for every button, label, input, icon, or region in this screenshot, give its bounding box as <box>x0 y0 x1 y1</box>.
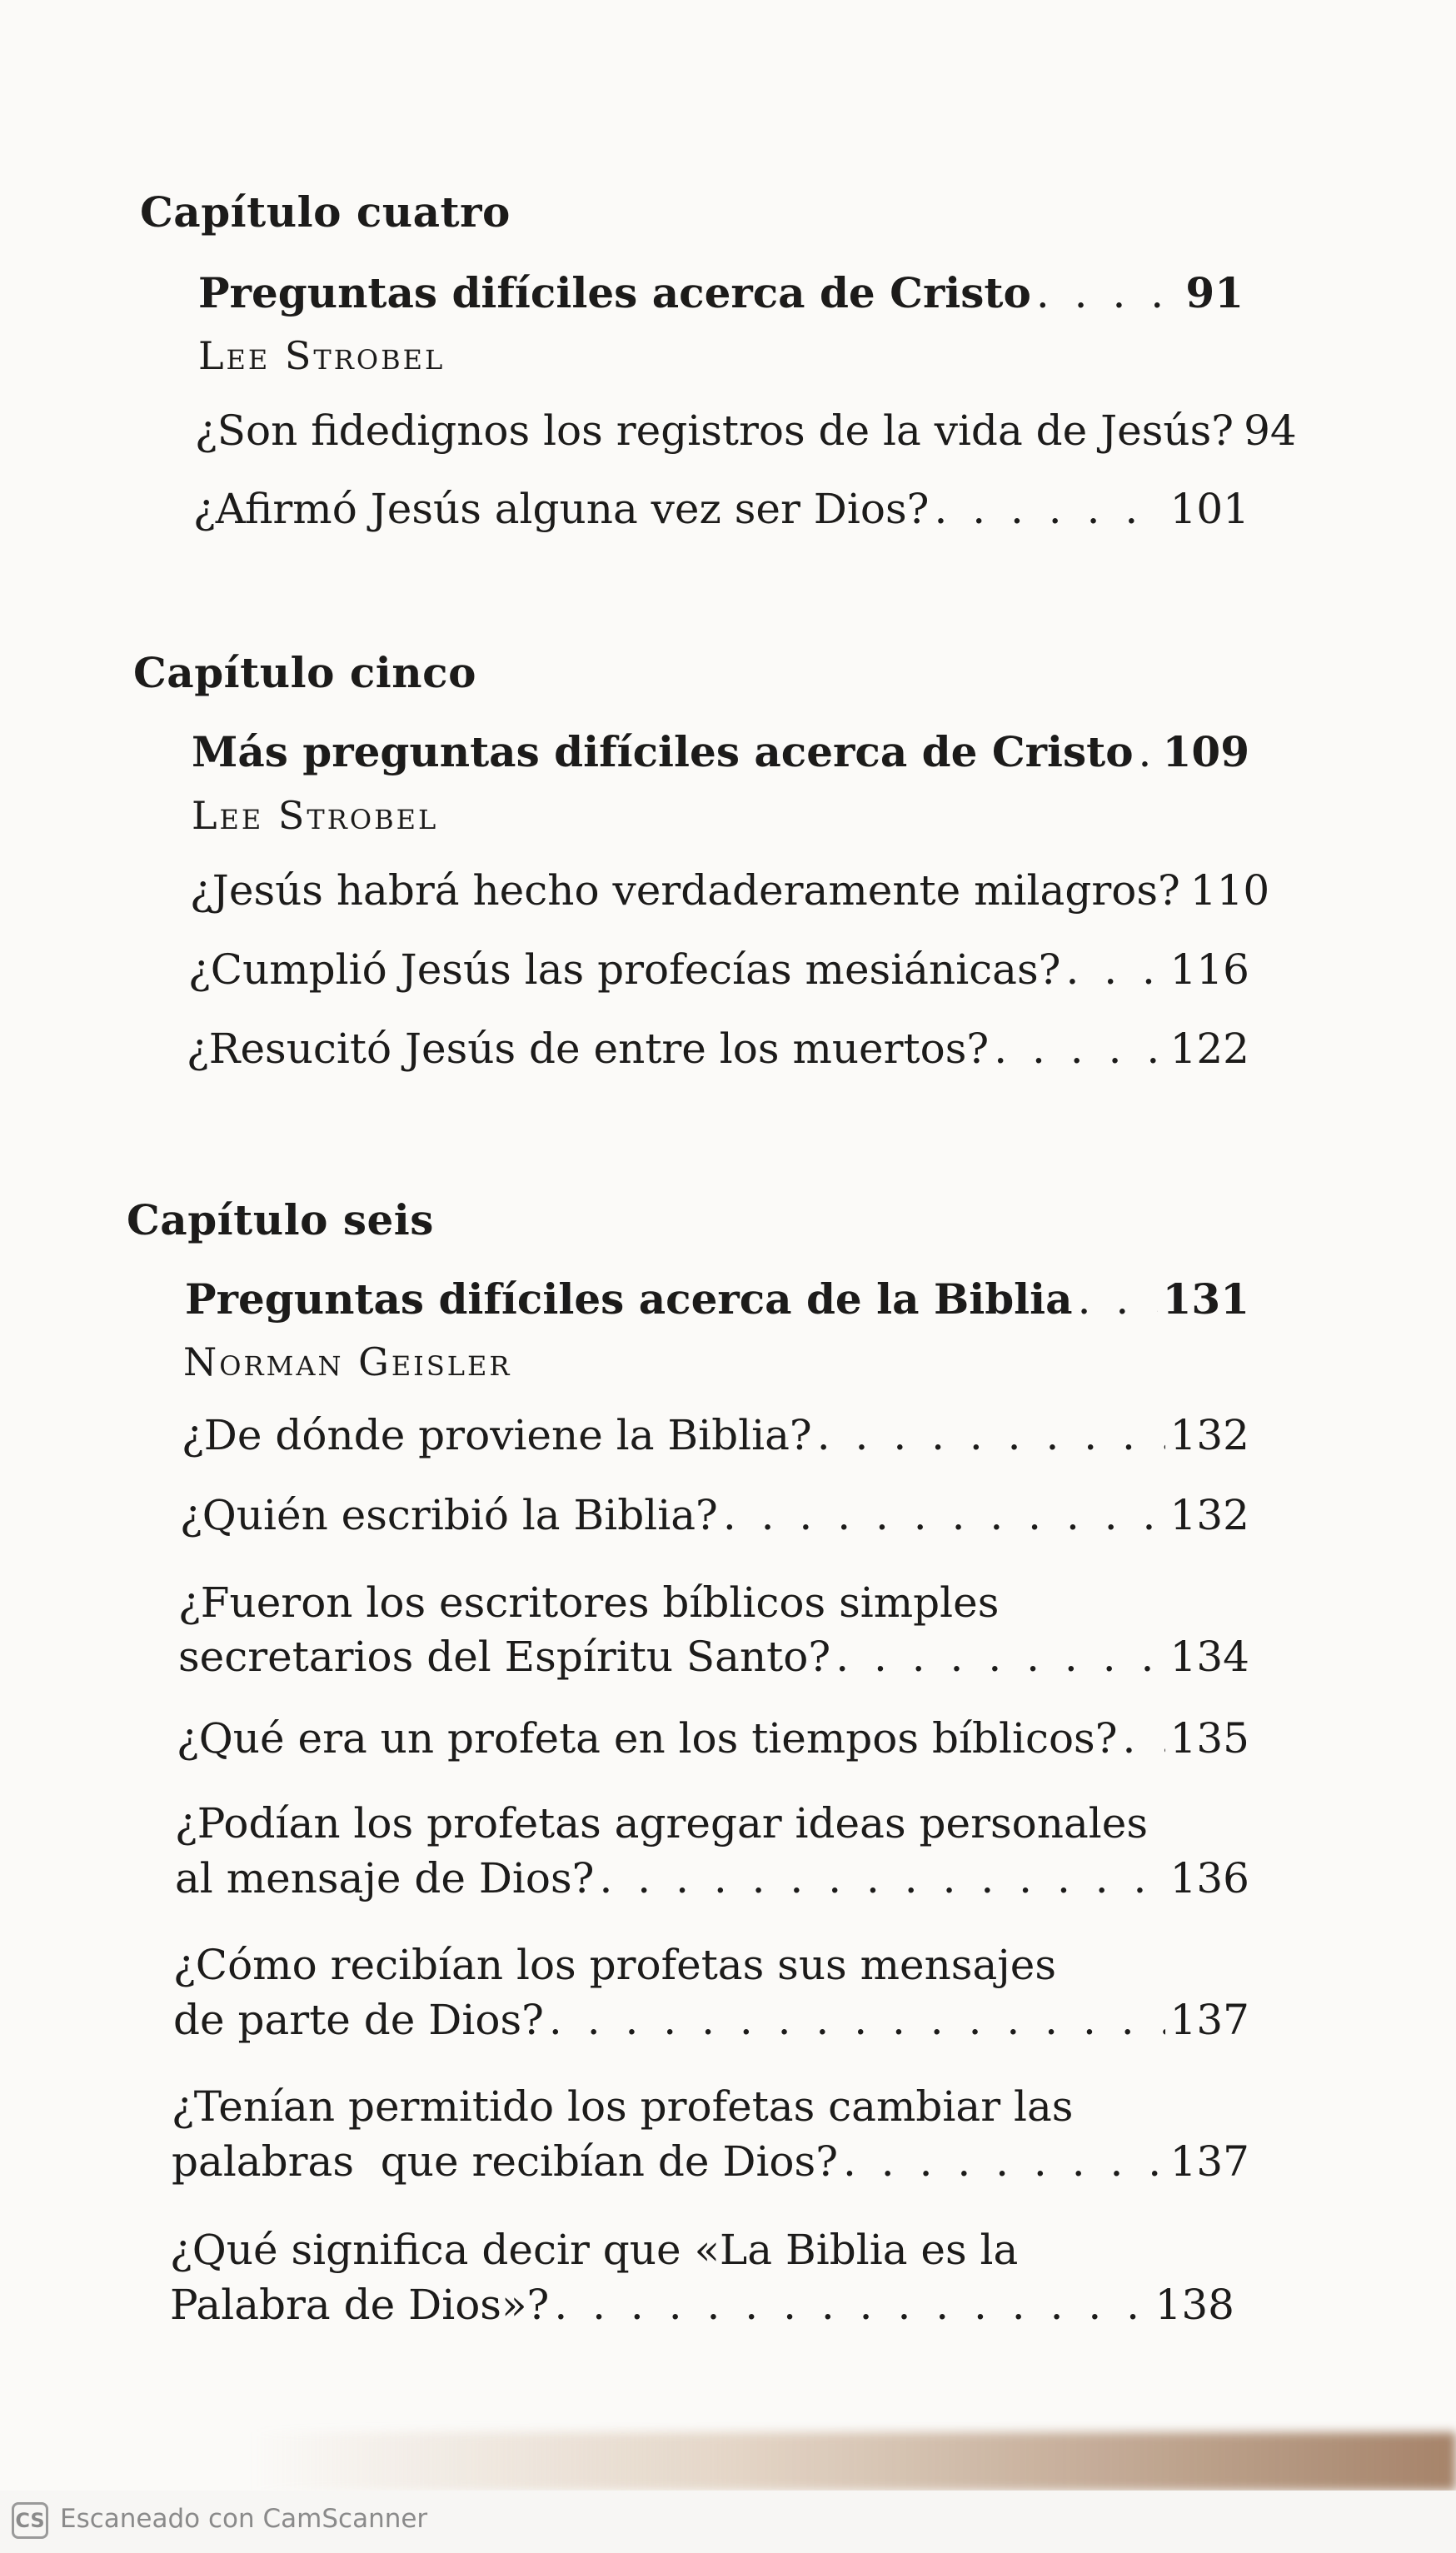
entry-title: palabras que recibían de Dios? <box>172 2137 838 2186</box>
entry-title: ¿Resucitó Jesús de entre los muertos? <box>187 1025 990 1073</box>
camscanner-logo-icon: CS <box>12 2502 48 2539</box>
page-number: 131 <box>1162 1274 1249 1324</box>
entry-title-line1: ¿Cómo recibían los profetas sus mensajes <box>173 1941 1057 1989</box>
page-number: 138 <box>1154 2281 1234 2329</box>
chapter-author: Norman Geisler <box>183 1339 512 1384</box>
page-number: 122 <box>1169 1025 1249 1073</box>
page-number: 94 <box>1244 406 1297 455</box>
page-number: 116 <box>1169 945 1249 994</box>
entry-title: ¿Jesús habrá hecho verdaderamente milagros? <box>190 866 1180 915</box>
dot-leader <box>600 1854 1165 1902</box>
toc-entry <box>180 1491 1249 1539</box>
dot-leader <box>1078 1275 1158 1324</box>
toc-entry-chapter-title <box>198 268 1244 317</box>
toc-entry <box>195 406 1297 455</box>
page-number: 135 <box>1169 1714 1249 1763</box>
entry-title: ¿De dónde proviene la Biblia? <box>182 1411 812 1459</box>
page-number: 136 <box>1169 1854 1249 1902</box>
toc-entry <box>177 1714 1249 1763</box>
dot-leader <box>994 1025 1164 1073</box>
dot-leader <box>934 485 1164 533</box>
entry-title-line1: ¿Qué significa decir que «La Biblia es la <box>170 2226 1019 2274</box>
entry-title: ¿Quién escribió la Biblia? <box>180 1491 718 1539</box>
entry-title: secretarios del Espíritu Santo? <box>178 1633 831 1681</box>
entry-title-line1: ¿Podían los profetas agregar ideas personales <box>175 1799 1149 1847</box>
dot-leader <box>835 1633 1164 1681</box>
page-number: 137 <box>1169 2137 1249 2186</box>
toc-entry <box>190 866 1270 915</box>
entry-title: Palabra de Dios»? <box>170 2281 550 2329</box>
dot-leader <box>817 1411 1165 1459</box>
dot-leader <box>549 1996 1165 2044</box>
entry-title: de parte de Dios? <box>173 1996 544 2044</box>
scanner-watermark-text: Escaneado con CamScanner <box>60 2504 428 2534</box>
entry-title: Preguntas difíciles acerca de Cristo <box>198 268 1031 317</box>
page-number: 110 <box>1189 866 1270 915</box>
dot-leader <box>554 2281 1149 2329</box>
dot-leader <box>1036 269 1181 317</box>
dot-leader <box>1139 728 1158 776</box>
chapter-author: Lee Strobel <box>192 793 439 838</box>
entry-title: Preguntas difíciles acerca de la Biblia <box>185 1274 1073 1324</box>
dot-leader <box>843 2137 1165 2186</box>
page-number: 109 <box>1162 727 1249 776</box>
page-number: 134 <box>1169 1633 1249 1681</box>
toc-entry <box>173 1996 1249 2044</box>
chapter-heading: Capítulo cuatro <box>140 187 511 237</box>
entry-title: ¿Cumplió Jesús las profecías mesiánicas? <box>188 945 1061 994</box>
toc-entry <box>187 1025 1249 1073</box>
entry-title: Más preguntas difíciles acerca de Cristo <box>192 727 1134 776</box>
dot-leader <box>723 1491 1165 1539</box>
chapter-heading: Capítulo cinco <box>133 648 476 697</box>
toc-entry <box>178 1633 1249 1681</box>
page-number: 132 <box>1169 1491 1249 1539</box>
toc-entry <box>170 2281 1234 2329</box>
toc-entry <box>188 945 1249 994</box>
toc-entry <box>172 2137 1249 2186</box>
entry-title-line1: ¿Fueron los escritores bíblicos simples <box>178 1578 1000 1627</box>
entry-title: ¿Afirmó Jesús alguna vez ser Dios? <box>193 485 930 533</box>
chapter-author: Lee Strobel <box>198 333 446 378</box>
toc-entry-chapter-title <box>192 727 1249 776</box>
page-number: 132 <box>1169 1411 1249 1459</box>
entry-title: ¿Son fidedignos los registros de la vida de Jesús? <box>195 406 1234 455</box>
toc-entry-chapter-title <box>185 1274 1249 1324</box>
toc-entry <box>175 1854 1249 1902</box>
toc-entry <box>193 485 1249 533</box>
entry-title: al mensaje de Dios? <box>175 1854 595 1902</box>
dot-leader <box>1065 945 1164 994</box>
page-number: 137 <box>1169 1996 1249 2044</box>
dot-leader <box>1123 1714 1165 1763</box>
chapter-heading: Capítulo seis <box>127 1195 434 1244</box>
page-edge-shadow <box>250 2432 1456 2491</box>
entry-title: ¿Qué era un profeta en los tiempos bíblicos? <box>177 1714 1118 1763</box>
page-number: 91 <box>1185 268 1244 317</box>
page-number: 101 <box>1169 485 1249 533</box>
entry-title-line1: ¿Tenían permitido los profetas cambiar las <box>172 2082 1074 2131</box>
toc-entry <box>182 1411 1249 1459</box>
